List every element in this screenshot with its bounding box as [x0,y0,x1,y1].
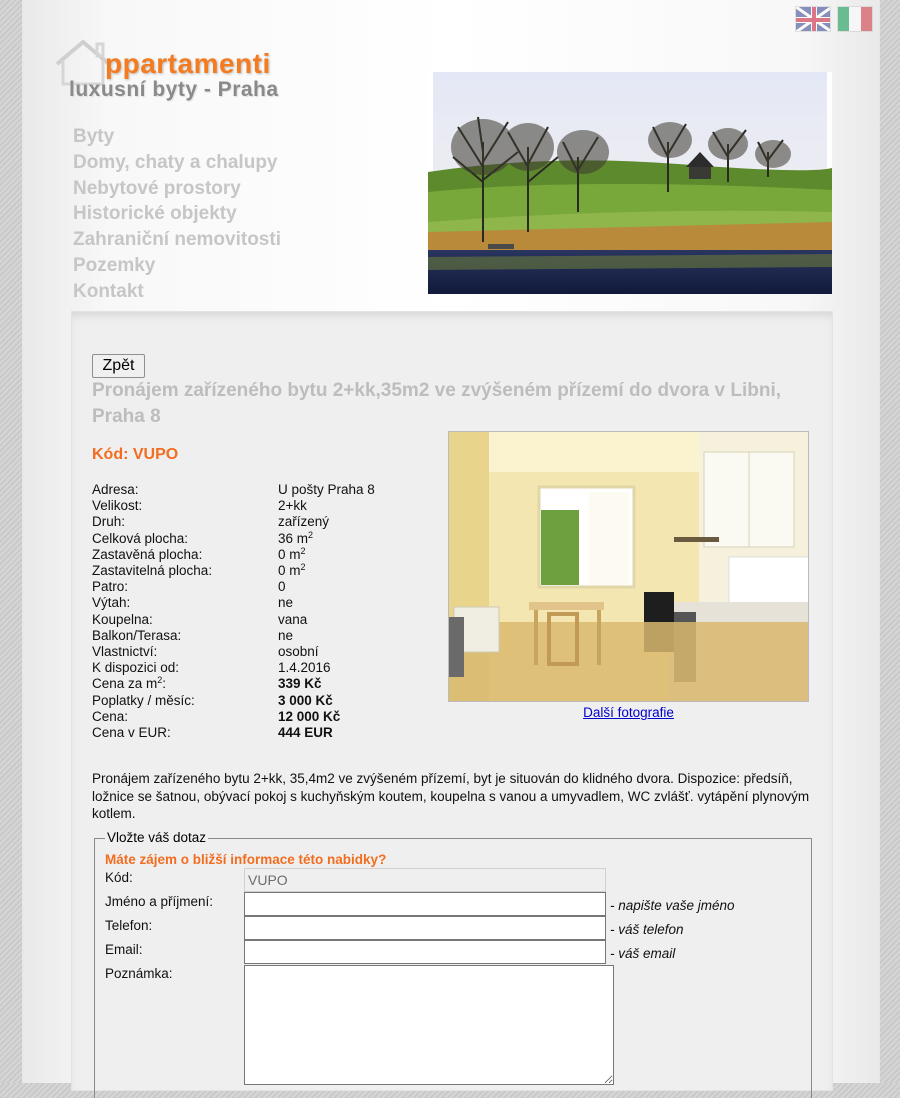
nav-item-byty[interactable]: Byty [73,126,115,147]
nav-item-historicke-objekty[interactable]: Historické objekty [73,203,237,225]
property-row-balcony: Balkon/Terasa: ne [92,627,294,643]
name-hint: - napište vaše jméno [610,898,735,913]
email-field[interactable] [244,940,606,964]
email-label: Email: [105,942,143,957]
uk-flag-icon[interactable] [795,6,831,32]
page [22,0,880,1083]
property-row-price: Cena: 12 000 Kč [92,708,341,724]
code-field [244,868,606,892]
logo-name: ppartamenti [105,48,271,79]
landscape-lake-photo [428,72,832,294]
property-row-floor: Patro: 0 [92,579,286,595]
note-textarea[interactable] [244,965,614,1085]
more-photos-link[interactable]: Další fotografie [583,705,674,720]
property-row-type: Druh: zařízený [92,514,330,530]
name-label: Jméno a příjmení: [105,894,214,909]
listing-panel [71,311,833,1091]
property-row-built-area: Zastavěná plocha: 0 $m^2$ [92,545,306,562]
hero-landscape-image [428,72,832,294]
email-hint: - váš email [610,946,676,961]
property-row-price-eur: Cena v EUR: 444 EUR [92,725,333,741]
site-logo[interactable] [53,38,303,108]
inquiry-legend: Vložte váš dotaz [107,830,207,845]
language-switcher [795,6,873,32]
inquiry-question: Máte zájem o bližší informace této nabidky? [105,852,387,867]
property-row-ownership: Vlastnictví: osobní [92,644,319,660]
property-row-total-area: Celková plocha: 36 $m^2$ [92,529,314,546]
property-row-bathroom: Koupelna: vana [92,611,308,627]
code-label: Kód: [105,870,133,885]
property-row-elevator: Výtah: ne [92,595,294,611]
property-row-address: Adresa: U pošty Praha 8 [92,482,375,497]
property-list [92,482,432,741]
nav-item-kontakt[interactable]: Kontakt [73,280,144,302]
nav-item-nebytove-prostory[interactable]: Nebytové prostory [73,177,241,199]
nav-item-pozemky[interactable]: Pozemky [73,254,156,276]
main-nav [73,124,281,305]
apartment-kitchen-photo [449,432,809,702]
phone-hint: - váš telefon [610,922,684,937]
back-button[interactable]: Zpět [92,354,145,378]
listing-title: Pronájem zařízeného bytu 2+kk,35m2 ve zvýšeném přízemí do dvora v Libni, Praha 8 [92,380,782,427]
property-row-price-per-m2: Cena za $m^2$: 339 Kč [92,675,322,692]
phone-field[interactable] [244,916,606,940]
logo-subtitle: luxusní byty - Praha [69,78,279,101]
phone-label: Telefon: [105,918,153,933]
inquiry-form [94,830,812,1098]
property-row-size: Velikost: 2+kk [92,498,307,514]
nav-item-domy[interactable]: Domy, chaty a chalupy [73,151,278,173]
listing-code: Kód: VUPO [92,446,179,463]
property-row-buildable-area: Zastavitelná plocha: 0 $m^2$ [92,562,306,579]
apartment-photo[interactable] [448,431,809,702]
name-field[interactable] [244,892,606,916]
nav-item-zahranicni[interactable]: Zahraniční nemovitosti [73,229,281,251]
note-label: Poznámka: [105,966,173,981]
property-row-fees: Poplatky / měsíc: 3 000 Kč [92,692,333,708]
property-row-available-from: K dispozici od: 1.4.2016 [92,660,331,676]
listing-description: Pronájem zařízeného bytu 2+kk, 35,4m2 ve zvýšeném přízemí, byt je situován do klidného dvora. Dispozice: předsíň, ložnice se šatnou, obývací pokoj s kuchyňským koutem, koupelna s vanou a umyvadlem, WC zvlášť. vytápění plynovým kotlem. [92,771,810,821]
italy-flag-icon[interactable] [837,6,873,32]
